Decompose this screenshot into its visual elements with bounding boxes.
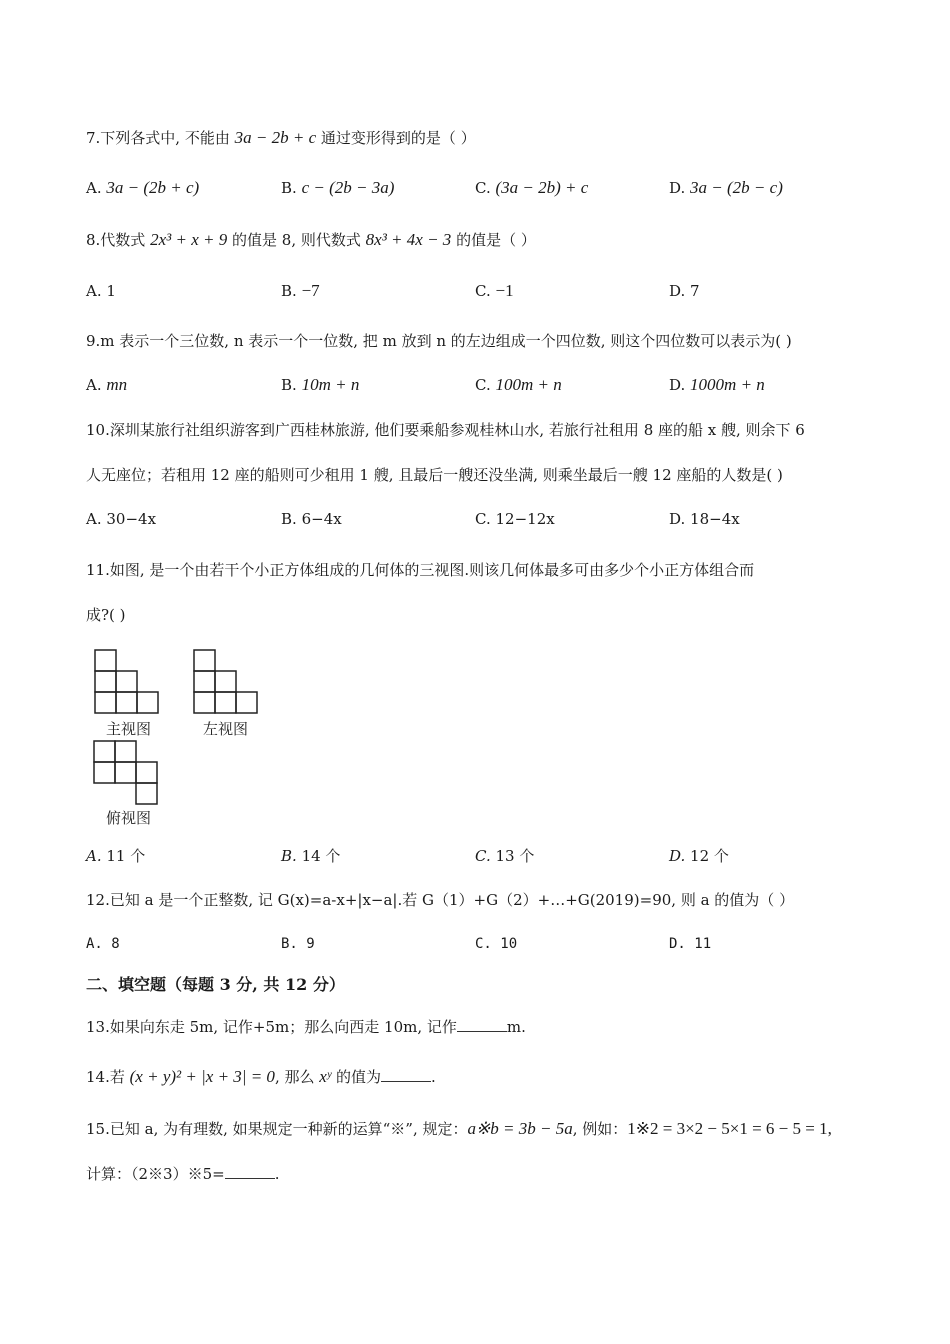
option-text: 10m + n	[301, 375, 360, 394]
option-letter: A.	[86, 936, 103, 952]
q8-stem-text-end: 的值是（ ）	[456, 231, 536, 249]
option-text: 12−12x	[495, 510, 555, 528]
q7-stem-text-end: 通过变形得到的是（ ）	[320, 129, 476, 147]
q8-expr-2: 8x³ + 4x − 3	[365, 230, 452, 249]
q14-stem-text-end: 的值为	[335, 1068, 381, 1086]
q11-option-b[interactable]	[281, 846, 340, 866]
q15-stem-text: 15.已知 a, 为有理数, 如果规定一种新的运算“※”, 规定：	[86, 1120, 468, 1138]
q7-stem-expr: 3a − 2b + c	[234, 128, 317, 147]
q8-option-a[interactable]	[86, 281, 116, 301]
q15-expr: a※b = 3b − 5a	[467, 1119, 573, 1138]
option-text: 12 个	[690, 847, 729, 865]
option-text: 3a − (2b − c)	[690, 178, 783, 197]
option-text: 11 个	[106, 847, 146, 865]
q11-option-c[interactable]	[475, 846, 534, 866]
q10-stem-line-2: 人无座位；若租用 12 座的船则可少租用 1 艘, 且最后一艘还没坐满, 则乘坐最后一艘 12 座船的人数是( )	[86, 466, 783, 484]
q12-option-d[interactable]	[669, 934, 711, 954]
q14-stem-text-mid: , 那么	[274, 1068, 315, 1086]
q7-option-b[interactable]	[281, 178, 394, 198]
option-text: −1	[495, 281, 514, 300]
option-letter: C.	[475, 179, 491, 197]
option-letter: B.	[281, 510, 297, 528]
q10-stem-line-1: 10.深圳某旅行社组织游客到广西桂林旅游, 他们要乘船参观桂林山水, 若旅行社租用 8 座的船 x 艘, 则余下 6	[86, 421, 805, 439]
option-letter: C.	[475, 847, 491, 865]
option-letter: A.	[86, 179, 102, 197]
q10-option-a[interactable]	[86, 509, 156, 529]
option-text: 100m + n	[495, 375, 562, 394]
option-text: 8	[111, 936, 120, 952]
top-view	[94, 741, 157, 804]
top-view-label: 俯视图	[106, 809, 152, 827]
option-letter: D.	[669, 510, 686, 528]
q11-stem-line-2: 成?( )	[86, 606, 126, 624]
q13-stem-text: 13.如果向东走 5m, 记作+5m；那么向西走 10m, 记作	[86, 1018, 457, 1036]
option-letter: B.	[281, 282, 297, 300]
q9-option-d[interactable]	[669, 375, 765, 395]
q11-stem-line-1: 11.如图, 是一个由若干个小正方体组成的几何体的三视图.则该几何体最多可由多少个小正方体组合而	[86, 561, 755, 579]
q15-compute-text: 计算：（2※3）※5=	[86, 1165, 225, 1183]
q14-answer-blank[interactable]	[381, 1067, 431, 1082]
option-letter: D.	[669, 847, 686, 865]
left-view	[194, 650, 257, 713]
q15-stem-text-mid: , 例如：	[572, 1120, 628, 1138]
q10-option-d[interactable]	[669, 509, 740, 529]
q12-option-c[interactable]	[475, 934, 517, 954]
option-letter: C.	[475, 376, 491, 394]
left-view-label: 左视图	[203, 720, 249, 738]
q8-stem	[86, 230, 536, 250]
option-text: (3a − 2b) + c	[495, 178, 589, 197]
q8-option-b[interactable]	[281, 281, 320, 301]
q7-option-d[interactable]	[669, 178, 783, 198]
option-text: −7	[301, 281, 320, 300]
option-letter: D.	[669, 376, 686, 394]
option-text: 6−4x	[301, 510, 342, 528]
option-letter: A.	[86, 510, 102, 528]
q7-stem	[86, 128, 476, 148]
q8-option-d[interactable]	[669, 281, 700, 301]
option-letter: B.	[281, 179, 297, 197]
section-title: 二、填空题（每题 3 分, 共 12 分）	[86, 975, 345, 994]
q10-option-b[interactable]	[281, 509, 342, 529]
option-letter: D.	[669, 179, 686, 197]
option-letter: A.	[86, 376, 102, 394]
option-letter: D.	[669, 282, 686, 300]
q12-option-a[interactable]	[86, 934, 120, 954]
q12-option-b[interactable]	[281, 934, 315, 954]
front-view-label: 主视图	[106, 720, 152, 738]
q8-stem-text: 8.代数式	[86, 231, 146, 249]
option-letter: C.	[475, 282, 491, 300]
q9-stem: 9.m 表示一个三位数, n 表示一个一位数, 把 m 放到 n 的左边组成一个四位数, 则这个四位数可以表示为( )	[86, 332, 792, 350]
option-text: 11	[694, 936, 712, 952]
option-letter: B.	[281, 936, 298, 952]
option-letter: B.	[281, 847, 297, 865]
q14-expr: (x + y)² + |x + 3| = 0	[129, 1067, 275, 1086]
q15-stem-period: .	[274, 1165, 280, 1183]
q15-answer-blank[interactable]	[225, 1164, 275, 1179]
option-text: 18−4x	[690, 510, 740, 528]
q8-option-c[interactable]	[475, 281, 514, 301]
option-text: 1	[106, 282, 116, 300]
q11-option-d[interactable]	[669, 846, 729, 866]
q7-option-c[interactable]	[475, 178, 588, 198]
q9-option-b[interactable]	[281, 375, 359, 395]
option-text: 10	[500, 936, 518, 952]
q14-stem	[86, 1067, 436, 1087]
q13-stem-unit: m.	[506, 1018, 526, 1036]
option-text: 3a − (2b + c)	[106, 178, 200, 197]
option-letter: D.	[669, 936, 686, 952]
q8-stem-text-mid: 的值是 8, 则代数式	[232, 231, 361, 249]
q12-stem: 12.已知 a 是一个正整数, 记 G(x)=a-x+|x−a|.若 G（1）+G（2）+…+G(2019)=90, 则 a 的值为（ ）	[86, 891, 795, 909]
option-letter: C.	[475, 936, 492, 952]
option-text: mn	[106, 375, 128, 394]
q7-stem-text: 7.下列各式中, 不能由	[86, 129, 230, 147]
option-text: c − (2b − 3a)	[301, 178, 395, 197]
option-text: 9	[306, 936, 315, 952]
q13-answer-blank[interactable]	[457, 1017, 507, 1032]
option-text: 14 个	[301, 847, 341, 865]
front-view	[95, 650, 158, 713]
option-text: 13 个	[495, 847, 535, 865]
option-text: 30−4x	[106, 510, 157, 528]
option-letter: A.	[86, 847, 102, 865]
option-text: 7	[690, 282, 700, 300]
q15-stem-line-1	[86, 1119, 832, 1139]
q15-stem-line-2	[86, 1164, 279, 1184]
q14-stem-period: .	[430, 1068, 436, 1086]
q8-expr-1: 2x³ + x + 9	[150, 230, 228, 249]
q10-option-c[interactable]	[475, 509, 555, 529]
q9-option-a[interactable]	[86, 375, 127, 395]
q13-stem	[86, 1017, 526, 1037]
option-letter: C.	[475, 510, 491, 528]
option-letter: B.	[281, 376, 297, 394]
q11-option-a[interactable]	[86, 846, 145, 866]
option-text: 1000m + n	[690, 375, 765, 394]
q14-stem-text: 14.若	[86, 1068, 125, 1086]
q15-example: 1※2 = 3×2 − 5×1 = 6 − 5 = 1,	[627, 1119, 832, 1138]
option-letter: A.	[86, 282, 102, 300]
q7-option-a[interactable]	[86, 178, 199, 198]
q9-option-c[interactable]	[475, 375, 562, 395]
q14-expr-2: xʸ	[319, 1067, 332, 1086]
